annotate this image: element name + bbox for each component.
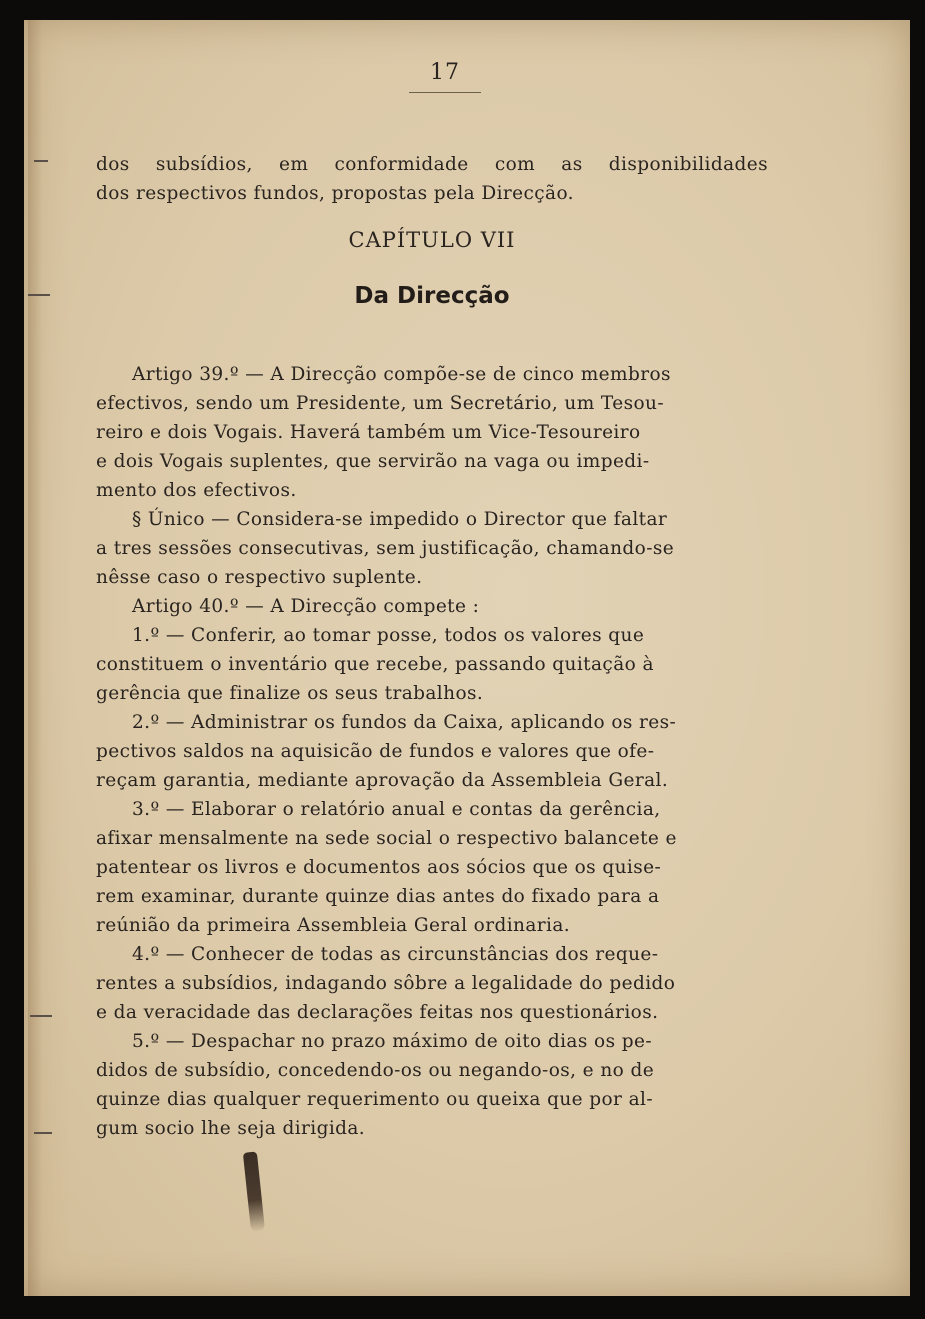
page-number-rule xyxy=(409,92,481,93)
text-line: nêsse caso o respectivo suplente. xyxy=(96,567,423,588)
text-line: § Único — Considera-se impedido o Director que faltar xyxy=(132,509,668,530)
text-line: e da veracidade das declarações feitas nos questionários. xyxy=(96,1002,659,1023)
binding-mark xyxy=(34,1132,52,1134)
text-line: a tres sessões consecutivas, sem justificação, chamando-se xyxy=(96,538,675,559)
binding-mark xyxy=(28,294,50,296)
text-line: reúnião da primeira Assembleia Geral ordinaria. xyxy=(96,915,571,936)
text-line: 5.º — Despachar no prazo máximo de oito dias os pe- xyxy=(132,1031,652,1052)
text-line: 4.º — Conhecer de todas as circunstâncias dos reque- xyxy=(132,944,659,965)
chapter-title: CAPÍTULO VII xyxy=(348,228,516,252)
text-line: pectivos saldos na aquisicão de fundos e valores que ofe- xyxy=(96,741,655,762)
text-line: Artigo 40.º — A Direcção compete : xyxy=(132,596,480,617)
text-line: patentear os livros e documentos aos sócios que os quise- xyxy=(96,857,662,878)
text-line: dos respectivos fundos, propostas pela Direcção. xyxy=(96,183,574,204)
text-line: reçam garantia, mediante aprovação da Assembleia Geral. xyxy=(96,770,669,791)
text-line: quinze dias qualquer requerimento ou queixa que por al- xyxy=(96,1089,653,1110)
binding-mark xyxy=(34,160,48,162)
text-line: constituem o inventário que recebe, passando quitação à xyxy=(96,654,654,675)
text-line: efectivos, sendo um Presidente, um Secretário, um Tesou- xyxy=(96,393,664,414)
binding-shadow xyxy=(28,20,42,1296)
text-line: e dois Vogais suplentes, que servirão na vaga ou impedi- xyxy=(96,451,650,472)
text-line: Artigo 39.º — A Direcção compõe-se de cinco membros xyxy=(132,364,671,385)
section-title: Da Direcção xyxy=(354,283,510,309)
text-line: afixar mensalmente na sede social o respectivo balancete e xyxy=(96,828,677,849)
page-number: 17 xyxy=(430,60,460,85)
text-line: gum socio lhe seja dirigida. xyxy=(96,1118,366,1139)
text-line: 2.º — Administrar os fundos da Caixa, aplicando os res- xyxy=(132,712,677,733)
text-line: rentes a subsídios, indagando sôbre a legalidade do pedido xyxy=(96,973,676,994)
opening-paragraph xyxy=(96,150,768,208)
text-line: mento dos efectivos. xyxy=(96,480,297,501)
binding-mark xyxy=(30,1015,52,1017)
text-line: 3.º — Elaborar o relatório anual e contas da gerência, xyxy=(132,799,661,820)
text-line: didos de subsídio, concedendo-os ou negando-os, e no de xyxy=(96,1060,655,1081)
text-line: 1.º — Conferir, ao tomar posse, todos os valores que xyxy=(132,625,645,646)
text-line: gerência que finalize os seus trabalhos. xyxy=(96,683,484,704)
article-39 xyxy=(96,360,768,1143)
text-line: rem examinar, durante quinze dias antes do fixado para a xyxy=(96,886,660,907)
text-line: dos subsídios, em conformidade com as disponibilidades xyxy=(96,154,768,175)
text-line: reiro e dois Vogais. Haverá também um Vice-Tesoureiro xyxy=(96,422,641,443)
